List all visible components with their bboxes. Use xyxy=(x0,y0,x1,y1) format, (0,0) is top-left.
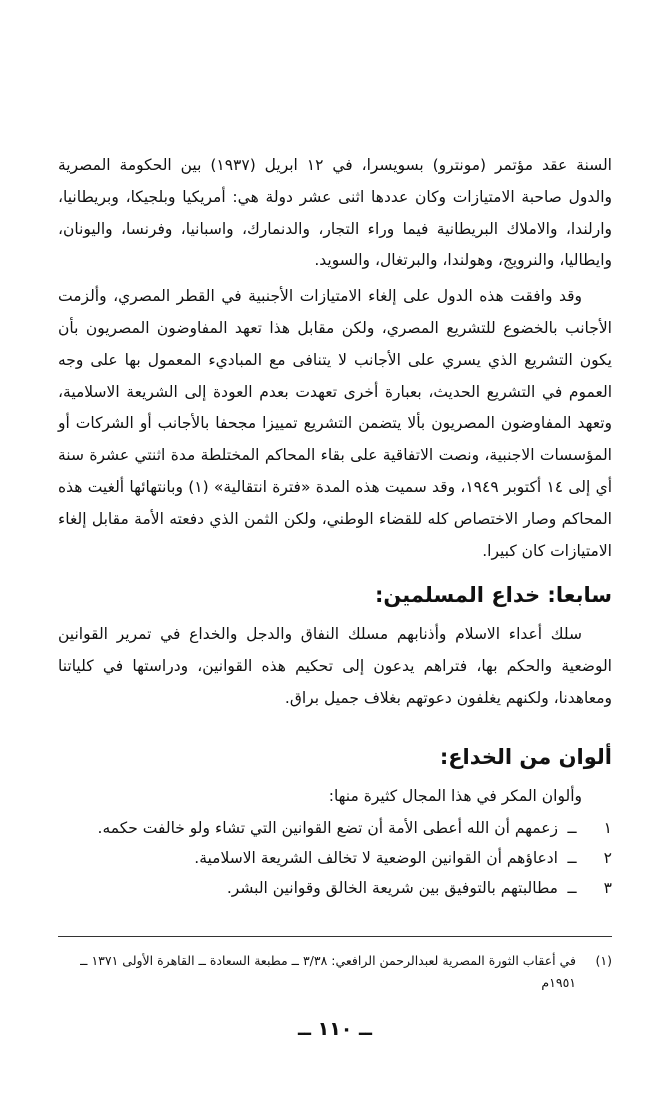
list-intro: وألوان المكر في هذا المجال كثيرة منها: xyxy=(328,786,582,805)
page-body xyxy=(58,150,612,903)
list-item-number: ١ xyxy=(603,818,612,837)
list-item-text: زعمهم أن الله أعطى الأمة أن تضع القوانين التي تشاء ولو خالفت حكمه. xyxy=(97,818,558,837)
list-item-dash: ــ xyxy=(567,878,577,897)
section-heading-deception: سابعا: خداع المسلمين: xyxy=(374,583,612,608)
list-item-number: ٣ xyxy=(603,878,612,897)
list-item-text: ادعاؤهم أن القوانين الوضعية لا تخالف الشريعة الاسلامية. xyxy=(194,848,558,867)
list-item-number: ٢ xyxy=(603,848,612,867)
page-number: ــ ١١٠ ــ xyxy=(297,1018,372,1040)
paragraph-capitulations: وقد وافقت هذه الدول على إلغاء الامتيازات الأجنبية في القطر المصري، وألزمت الأجانب بالخضوع للتشريع المصري، ولكن مقابل هذا تعهد المفاوضون المصريون بأن يكون التشريع الذي يسري على الأجانب لا يتنافى مع المباديء المعمول بها على وجه العموم في التشريع الحديث، بعبارة أخرى تعهدت بعدم العودة إلى الشريعة الاسلامية، وتعهد المفاوضون المصريون بألا يتضمن التشريع تمييزا مجحفا بالأجانب أو الشركات أو المؤسسات الاجنبية، ونصت الاتفاقية على بقاء المحاكم المختلطة مدة اثنتي عشرة سنة أي إلى ١٤ أكتوبر ١٩٤٩، وقد سميت هذه المدة «فترة انتقالية» (١) وبانتهائها ألغيت هذه المحاكم وصار الاختصاص كله للقضاء الوطني، ولكن الثمن الذي دفعته الأمة مقابل إلغاء الامتيازات كان كبيرا. xyxy=(58,287,613,560)
list-item xyxy=(58,813,612,843)
paragraph-conference: السنة عقد مؤتمر (مونترو) بسويسرا، في ١٢ ابريل (١٩٣٧) بين الحكومة المصرية والدول صاحبة الامتيازات وكان عددها اثنى عشر دولة هي: أمريكيا وبلجيكا، وبريطانيا، وارلندا، والاملاك البريطانية فيما وراء التجار، والدنمارك، واسبانيا، وفرنسا، واليونان، وايطاليا، والنرويج، وهولندا، والبرتغال، والسويد. xyxy=(58,156,612,270)
section-heading-forms-of-deception: ألوان من الخداع: xyxy=(439,744,612,769)
list-item-text: مطالبتهم بالتوفيق بين شريعة الخالق وقوانين البشر. xyxy=(226,878,558,897)
footnote xyxy=(58,950,612,994)
list-item-dash: ــ xyxy=(567,848,577,867)
paragraph-deception: سلك أعداء الاسلام وأذنابهم مسلك النفاق والدجل والخداع في تمرير القوانين الوضعية والحكم بها، فتراهم يدعون إلى تحكيم هذه القوانين، ودراستها في كلياتنا ومعاهدنا، ولكنهم يغلفون دعوتهم بغلاف جميل براق. xyxy=(58,625,612,707)
list-item-dash: ــ xyxy=(567,818,577,837)
footnote-divider xyxy=(58,936,612,937)
list-item xyxy=(58,843,612,873)
deception-list xyxy=(58,813,612,903)
footnote-text: في أعقاب الثورة المصرية لعبدالرحمن الرافعي: ٣/٣٨ ــ مطبعة السعادة ــ القاهرة الأولى ١٣٧١ ــ ١٩٥١م xyxy=(80,953,576,990)
footnote-marker: (١) xyxy=(595,953,612,968)
list-item xyxy=(58,873,612,903)
